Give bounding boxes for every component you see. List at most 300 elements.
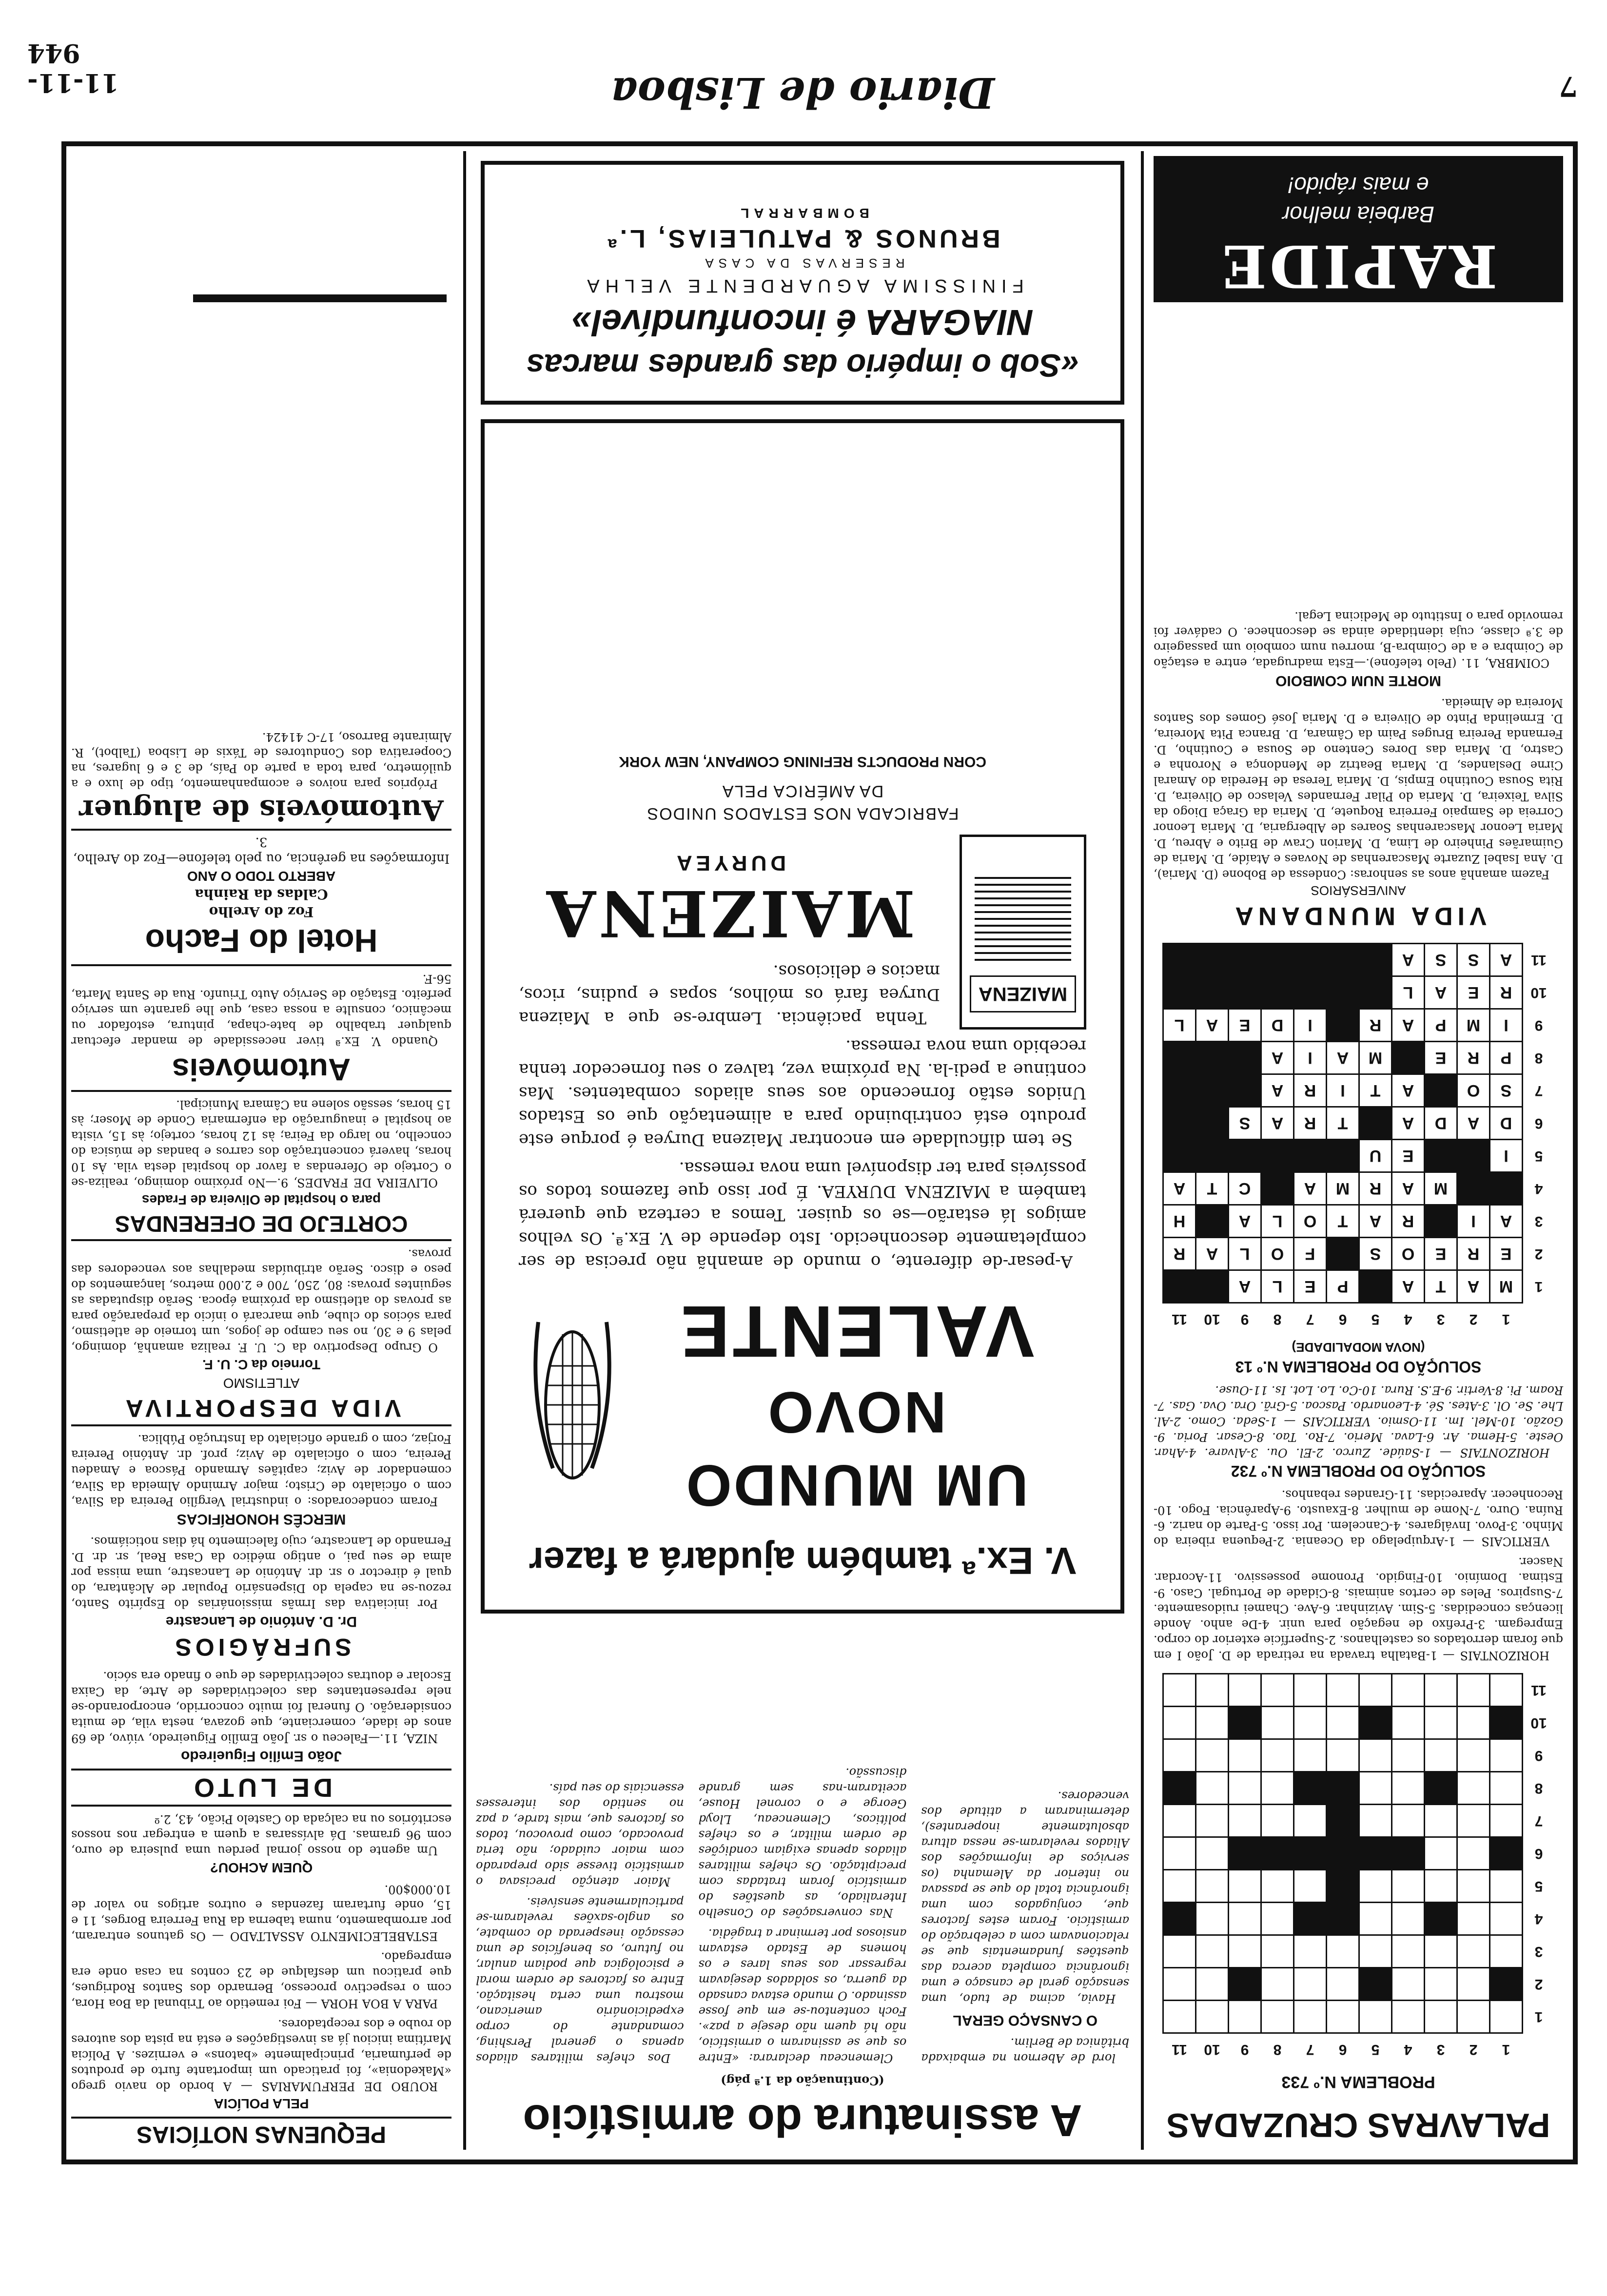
desportiva-title: VIDA DESPORTIVA (71, 1392, 451, 1426)
grid-cell (1196, 1739, 1229, 1772)
cortejo-title: CORTEJO DE OFERENDAS (71, 1209, 451, 1241)
grid-cell (1229, 1739, 1261, 1772)
solution-cell: I (1327, 1074, 1359, 1107)
grid-column-number: 8 (1273, 1311, 1282, 1327)
solution-cell: T (1359, 1074, 1392, 1107)
solution-cell (1229, 944, 1261, 976)
grid-cell (1359, 2001, 1392, 2033)
grid-cell (1294, 1739, 1327, 1772)
main-article (476, 1623, 1129, 2150)
grid-cell (1163, 1870, 1196, 1903)
hotel-title: Hotel do Facho (145, 923, 378, 959)
grid-row-number: 7 (1534, 1083, 1543, 1099)
article-subhead: O CANSAÇO GERAL (953, 2012, 1098, 2028)
grid-cell (1425, 1805, 1457, 1837)
grid-row-number: 11 (1531, 1682, 1547, 1698)
grid-row-number: 1 (1534, 1279, 1543, 1295)
pequenas-title: PEQUENAS NOTÍCIAS (71, 2117, 451, 2150)
estabelecimento-text: ESTABELECIMENTO ASSALTADO — Os gatunos entraram, por arrombamento, numa taberna da Rua Ferreira Borges, 11 e 15, onde furtaram fazendas e outros artigos no valor de 10.000$00. (71, 1883, 451, 1943)
grid-cell (1457, 1739, 1490, 1772)
grid-cell (1294, 1935, 1327, 1968)
boa-hora-text: PARA A BOA HORA — Foi remetido ao Tribunal da Boa Hora, com o respectivo processo, Bernardo dos Santos Rodrigues, que praticou um desfalque de 23 contos na casa onde era empregado. (71, 1950, 451, 2010)
news-column (71, 151, 451, 2150)
article-paragraph: Maior atenção precisava o armistício tivesse sido preparado com maior cuidado; não teria provocado, como provocou, todos os factores que, mais tarde, a paz no sentido dos interesses essenciais do seu país. (476, 1781, 684, 1888)
solution-cell: L (1163, 1009, 1196, 1042)
grid-cell (1229, 1707, 1261, 1739)
grid-cell (1457, 1707, 1490, 1739)
grid-cell (1163, 1707, 1196, 1739)
solution-cell: A (1457, 1107, 1490, 1140)
grid-cell (1196, 1968, 1229, 2001)
column-rule (1141, 151, 1144, 2150)
solution-cell: F (1294, 1238, 1327, 1270)
torneio-text: O Grupo Desportivo da C. U. F. realiza amanhã, domingo, pelas 9 e 30, no seu campo de jogos, um torneio de atletismo, para sócios do clube, que marcará o início da preparação para as provas do atletismo da próxima época. Serão disputadas as seguintes provas: 80, 250, 700 e 2.000 metros, lançamentos do peso e disco. Serão atribuídas medalhas aos vencedores das provas. (71, 1247, 451, 1354)
grid-row-number: 11 (1531, 952, 1547, 968)
grid-cell (1359, 1903, 1392, 1935)
grid-cell (1392, 1707, 1425, 1739)
grid-cell (1294, 1707, 1327, 1739)
rapide-brand: RAPIDE (1219, 232, 1498, 300)
solution-cell: R (1457, 1042, 1490, 1074)
grid-row-number: 10 (1530, 1715, 1547, 1731)
grid-cell (1196, 1870, 1229, 1903)
grid-row-number: 3 (1534, 1213, 1543, 1229)
solution-cell: T (1425, 1270, 1457, 1303)
grid-cell (1229, 1674, 1261, 1707)
luto-title: DE LUTO (71, 1769, 451, 1807)
sufragios-person: Dr. D. António de Lancastre (165, 1614, 357, 1630)
solution-cell (1359, 1270, 1392, 1303)
grid-row-number: 1 (1534, 2009, 1543, 2025)
maizena-made-in-2: DA AMÉRICA PELA (721, 782, 884, 800)
grid-row-number: 4 (1534, 1181, 1543, 1197)
solution-grid (1162, 943, 1554, 1335)
grid-row-number: 3 (1534, 1944, 1543, 1960)
solution-cell (1196, 1205, 1229, 1238)
maizena-body-1: A-pesar-de diferente, o mundo de amanhã não precisa de ser completamente desconhecido. Isto depende de V. Ex.ª. Os velhos amigos lá estarão—se os quiser. Temos a certeza que quererá também a MAIZENA DURYEA. É por isso que fazemos todos os possíveis para ter disponível uma nova remessa. (519, 1158, 1086, 1271)
solution-cell: E (1457, 976, 1490, 1009)
solution-cell: A (1229, 1270, 1261, 1303)
grid-column-number: 11 (1172, 1311, 1187, 1327)
solution-cell (1294, 976, 1327, 1009)
grid-row-number: 10 (1530, 985, 1547, 1001)
grid-cell (1359, 1935, 1392, 1968)
solution-cell (1163, 1042, 1196, 1074)
maizena-made-in-1: FABRICADA NOS ESTADOS UNIDOS (646, 804, 959, 823)
crossword-section (1154, 151, 1563, 2150)
solution-cell (1163, 1140, 1196, 1172)
solution-cell: A (1392, 1107, 1425, 1140)
grid-cell (1196, 1805, 1229, 1837)
article-intro: lord de Abernon na embaixada britânica de Berlim. (921, 2036, 1129, 2065)
grid-cell (1327, 1739, 1359, 1772)
solution-cell: C (1229, 1172, 1261, 1205)
grid-column-number: 1 (1502, 1311, 1510, 1327)
grid-cell (1327, 1870, 1359, 1903)
grid-cell (1327, 1837, 1359, 1870)
grid-cell (1425, 2001, 1457, 2033)
grid-cell (1490, 1707, 1523, 1739)
hotel-info: Informações na gerência, ou pelo telefone—Foz do Arelho, 3. (73, 835, 450, 866)
solution-cell (1196, 1140, 1229, 1172)
grid-cell (1196, 1837, 1229, 1870)
grid-cell (1294, 2001, 1327, 2033)
hotel-town: Caldas da Rainha (195, 886, 328, 902)
grid-row-number: 2 (1534, 1246, 1543, 1262)
grid-cell (1163, 1772, 1196, 1805)
solution-cell: L (1261, 1205, 1294, 1238)
grid-cell (1229, 1870, 1261, 1903)
grid-cell (1457, 1805, 1490, 1837)
anniversaries-heading: ANIVERSÁRIOS (1311, 883, 1406, 898)
grid-cell (1457, 1674, 1490, 1707)
crossword-clues-horizontal: HORIZONTAIS — 1-Batalha travada na retirada de D. João I em que foram derrotados os castelhanos. 2-Superfície exterior do corpo. Empregam. 3-Prefixo de negação para unir. 4-De anho. Aonde licenças concedidas. 5-Sim. Avizinhar. 6-Ave. Chamei ruidosamente. 7-Suspiros. Peles de certos animais. 8-Cidade de Portugal. Caso. 9-Estima. Domínio. 10-Fingido. Pronome possessivo. 11-Acordar. Nascer. (1154, 1555, 1563, 1662)
solution-cell (1490, 1172, 1523, 1205)
solution-cell (1196, 1042, 1229, 1074)
grid-cell (1457, 1870, 1490, 1903)
solution-cell (1229, 976, 1261, 1009)
solution-cell: A (1196, 1238, 1229, 1270)
grid-cell (1261, 1968, 1294, 2001)
grid-cell (1392, 1968, 1425, 2001)
grid-cell (1261, 1707, 1294, 1739)
solution-cell: A (1490, 1205, 1523, 1238)
grid-cell (1425, 1837, 1457, 1870)
column-rule (463, 151, 466, 1614)
vida-mundana-title: VIDA MUNDANA (1230, 902, 1487, 930)
solution-cell (1359, 976, 1392, 1009)
solution-cell: E (1425, 1238, 1457, 1270)
grid-cell (1229, 2001, 1261, 2033)
grid-row-number: 2 (1534, 1976, 1543, 1992)
solution-732-heading: SOLUÇÃO DO PROBLEMA N.º 732 (1231, 1462, 1486, 1480)
grid-cell (1457, 1772, 1490, 1805)
grid-cell (1425, 1968, 1457, 2001)
grid-row-number: 4 (1534, 1911, 1543, 1927)
solution-cell: A (1327, 1042, 1359, 1074)
grid-cell (1392, 1903, 1425, 1935)
solution-cell: L (1261, 1270, 1294, 1303)
solution-cell: I (1457, 1205, 1490, 1238)
continuation-note: (Continuação da 1.ª pág) (721, 2074, 884, 2088)
grid-column-number: 10 (1204, 2042, 1220, 2058)
niagara-ad (481, 161, 1124, 405)
grid-cell (1229, 1903, 1261, 1935)
grid-cell (1261, 1772, 1294, 1805)
niagara-line-4: RESERVAS DA CASA (700, 256, 905, 271)
solution-cell: M (1327, 1172, 1359, 1205)
solution-cell: I (1294, 1009, 1327, 1042)
solution-cell: O (1261, 1238, 1294, 1270)
maizena-ad (481, 419, 1124, 1614)
grid-cell (1196, 2001, 1229, 2033)
grid-row-number: 7 (1534, 1813, 1543, 1829)
solution-cell: A (1392, 1270, 1425, 1303)
solution-cell: A (1229, 1205, 1261, 1238)
solution-cell (1163, 944, 1196, 976)
grid-cell (1261, 1805, 1294, 1837)
grid-cell (1425, 1739, 1457, 1772)
grid-cell (1490, 1805, 1523, 1837)
solution-cell: A (1392, 944, 1425, 976)
solution-cell: L (1392, 976, 1425, 1009)
maizena-package (960, 835, 1086, 1030)
solution-cell (1261, 976, 1294, 1009)
main-headline: A assinatura do armistício (523, 2096, 1082, 2145)
luto-text: NIZA, 11.—Faleceu o sr. João Emílio Figueiredo, viúvo, de 69 anos de idade, comerciante, que gozava, nesta vila, de muita consideração. O funeral foi muito concorrido, encorporando-se nele representantes das colectividades de Arte, da Caixa Escolar e doutras colectividades de que o finado era sócio. (71, 1669, 451, 1745)
train-death-text: COIMBRA, 11. (Pelo telefone).—Esta madrugada, entre a estação de Coimbra e a de Coimbra-B, morreu num comboio um passageiro de 3.ª classe, cuja identidade ainda se desconhece. O cadáver foi removido para o Instituto de Medicina Legal. (1154, 609, 1563, 670)
grid-cell (1392, 1935, 1425, 1968)
grid-cell (1359, 1968, 1392, 2001)
grid-cell (1327, 1935, 1359, 1968)
solution-13-heading: SOLUÇÃO DO PROBLEMA N.º 13 (1235, 1358, 1482, 1376)
solution-cell (1327, 1009, 1359, 1042)
grid-cell (1457, 1968, 1490, 2001)
solution-cell: D (1425, 1107, 1457, 1140)
solution-cell (1294, 1140, 1327, 1172)
solution-cell: A (1359, 1205, 1392, 1238)
grid-cell (1196, 1903, 1229, 1935)
solution-cell (1163, 1074, 1196, 1107)
solution-cell: P (1327, 1270, 1359, 1303)
grid-column-number: 6 (1338, 1311, 1347, 1327)
anniversaries-text: Fazem amanhã anos as senhoras: Condessa de Bobone (D. Maria), D. Ana Isabel Zuzarte Mascarenhas de Novaes e Ataíde, D. Maria de Guimarães Pinheiro de Lima, D. Marion Craw de Brito e Abreu, D. Maria Leonor Mascarenhas Soares de Albergaria, D. Maria Leonor Correia de Sampaio Ferreira Roquete, D. Maria da Graça Diogo da Silva Teixeira, D. Maria do Pilar Fernandes Velasco de Oliveira, D. Rita Sousa Coutinho Empis, D. Maria Teresa de Heredia do Amaral Cirne Deslandes, D. Maria Beatriz de Mendonça e Noronha e Castro, D. Maria das Dores Centeno de Sousa e Coutinho, D. Fernanda Pereira Bruges Paim da Câmara, D. Branca Pita Moreira, D. Ermelinda Pinto de Oliveira e D. Maria José Gomes dos Santos Moreira de Almeida. (1154, 696, 1563, 881)
solution-cell: A (1261, 1074, 1294, 1107)
sufragios-text: Por iniciativa das Irmãs missionárias do Espírito Santo, rezou-se na capela do Dispensário Popular de Alcântara, do qual é director o sr. dr. António de Lancastre, uma missa por alma de seu pai, o antigo médico da Casa Real, sr. dr. D. Fernando de Lancastre, cujo falecimento há dias noticiámos. (71, 1535, 451, 1611)
solution-cell: I (1490, 1009, 1523, 1042)
solution-cell (1163, 976, 1196, 1009)
luto-person: João Emílio Figueiredo (180, 1748, 342, 1764)
solution-cell: A (1392, 1009, 1425, 1042)
grid-column-number: 5 (1371, 2042, 1380, 2058)
maizena-head-2: UM MUNDO NOVO (684, 1380, 1028, 1518)
grid-row-number: 9 (1534, 1748, 1543, 1764)
solution-cell: M (1359, 1042, 1392, 1074)
grid-cell (1196, 1772, 1229, 1805)
grid-cell (1457, 1935, 1490, 1968)
solution-cell: R (1392, 1205, 1425, 1238)
article-paragraph: Havia, acima de tudo, uma sensação geral de cansaço e uma ignorância completa acerca das questões fundamentais que se relacionavam com a celebração do armistício. Foram estes factores que, conjugados com uma ignorância total do que se passava no interior da Alemanha (os serviços de informações dos Aliados revelaram-se nessa altura absolutamente inoperantes), determinaram a atitude dos vencedores. (921, 1789, 1129, 2005)
solution-cell: S (1490, 1074, 1523, 1107)
grid-cell (1294, 1837, 1327, 1870)
solution-cell: D (1490, 1107, 1523, 1140)
solution-cell (1229, 1042, 1261, 1074)
grid-cell (1425, 1870, 1457, 1903)
grid-cell (1229, 1805, 1261, 1837)
solution-cell: E (1425, 1042, 1457, 1074)
grid-cell (1163, 2001, 1196, 2033)
grid-cell (1425, 1707, 1457, 1739)
grid-column-number: 9 (1240, 1311, 1249, 1327)
merces-text: Foram condecorados: o industrial Vergílio Pereira da Silva, com o oficialato de Cristo; major Armindo Almeida da Silva, comendador de Aviz; capitães Armando Páscoa e Amadeu Pereira, com o oficialato de Aviz; prof. dr. António Pereira Forjaz, com o grande oficialato da Instrução Pública. (71, 1432, 451, 1508)
grid-cell (1327, 2001, 1359, 2033)
train-death-heading: MORTE NUM COMBOIO (1275, 673, 1441, 689)
solution-cell: R (1359, 1172, 1392, 1205)
grid-cell (1261, 1935, 1294, 1968)
policia-text: ROUBO DE PERFUMARIAS — A bordo do navio grego «Makedonia», foi praticado um importante furto de produtos de perfumaria, principalmente «batons» e vernizes. A Polícia Marítima iniciou já as investigações e está na pista dos autores do roubo e dos receptadores. (71, 2017, 451, 2093)
grid-row-number: 8 (1534, 1050, 1543, 1066)
niagara-line-5: BRUNOS & PATULEIAS, L.ª (605, 224, 1000, 253)
grid-row-number: 5 (1534, 1878, 1543, 1894)
cortejo-text: OLIVEIRA DE FRADES, 9.—No próximo domingo, realiza-se o Cortejo de Oferendas a favor do hospital desta vila. Às 10 horas, haverá concentração dos carros e bandas de música do concelho, no largo da Feira; às 12 horas, cortejo; às 15, visita ao hospital e inauguração da enfermaria Conde de Moser; às 15 horas, sessão solene na Câmara Municipal. (71, 1098, 451, 1189)
grid-cell (1261, 2001, 1294, 2033)
solution-cell (1163, 1270, 1196, 1303)
grid-cell (1261, 1837, 1294, 1870)
grid-cell (1359, 1805, 1392, 1837)
solution-cell: P (1425, 1009, 1457, 1042)
grid-column-number: 3 (1436, 2042, 1445, 2058)
solution-cell: S (1229, 1107, 1261, 1140)
grid-cell (1359, 1739, 1392, 1772)
grid-cell (1490, 1935, 1523, 1968)
article-paragraph: Dos chefes militares aliados apenas o general Pershing, comandante do corpo expedicionário americano, mostrou uma certa hesitação. Entre os factores de ordem moral e psicológica que podiam anular, no futuro, os benefícios de uma cessação inesperada do combate, os anglo-saxões revelaram-se particularmente sensíveis. (476, 1895, 684, 2065)
grid-cell (1261, 1903, 1294, 1935)
automoveis-text: Quando V. Ex.ª tiver necessidade de mandar efectuar qualquer trabalho de bate-chapa, pintura, estofador ou mecânico, consulte a nossa casa, que lhe garante um serviço perfeito. Estação de Serviço Auto Triunfo. Rua de Santa Marta, 56-F. (71, 972, 451, 1048)
solution-cell (1196, 1074, 1229, 1107)
solution-cell (1457, 1172, 1490, 1205)
maizena-brand: MAIZENA (544, 876, 915, 951)
solution-cell: A (1392, 1074, 1425, 1107)
grid-cell (1196, 1674, 1229, 1707)
grid-cell (1229, 1968, 1261, 2001)
rapide-slogan-2: e mais rápido! (1288, 173, 1429, 198)
grid-cell (1457, 1903, 1490, 1935)
grid-column-number: 9 (1240, 2042, 1249, 2058)
grid-cell (1392, 1674, 1425, 1707)
grid-cell (1490, 1903, 1523, 1935)
solution-cell (1392, 1042, 1425, 1074)
grid-cell (1163, 1739, 1196, 1772)
solution-cell: A (1425, 976, 1457, 1009)
grid-cell (1392, 1870, 1425, 1903)
aluguer-text: Próprios para noivos e acompanhamento, tipo de luxo e a quilómetro, para toda a parte do País, de 3 e 6 lugares, na Cooperativa dos Condutores de Táxis de Lisboa (Talbot), R. Almirante Barroso, 17-C 41424. (71, 730, 451, 791)
solution-cell (1196, 1107, 1229, 1140)
cortejo-subtitle: para o hospital de Oliveira de Frades (141, 1192, 381, 1207)
solution-cell (1327, 976, 1359, 1009)
solution-cell (1327, 944, 1359, 976)
grid-cell (1327, 1674, 1359, 1707)
merces-heading: MERCÊS HONORÍFICAS (176, 1511, 346, 1527)
solution-cell: O (1457, 1074, 1490, 1107)
solution-cell: E (1490, 1238, 1523, 1270)
solution-cell (1425, 1140, 1457, 1172)
grid-row-number: 8 (1534, 1780, 1543, 1796)
corn-cob-illustration (519, 1312, 626, 1498)
rapide-ad (1154, 156, 1563, 302)
solution-cell: M (1457, 1009, 1490, 1042)
grid-column-number: 3 (1436, 1311, 1445, 1327)
torneio-heading: Torneio da C. U. F. (202, 1357, 321, 1372)
grid-cell (1294, 1805, 1327, 1837)
grid-row-number: 5 (1534, 1148, 1543, 1164)
grid-cell (1327, 1968, 1359, 2001)
solution-732-text: HORIZONTAIS — 1-Saúde. Zurco. 2-El. Ou. 3-Alvare. 4-Ahar. Oeste. 5-Hema. Ar. 6-Lava. Merio. 7-Ro. Tao. 8-Cesar. Poria. 9-Gozão. 10-Mel. Im. 11-Osmio. VERTICAIS — 1-Seda. Como. 2-Al. Lhe. Se. Ol. 3-Ates. Sé. 4-Leonardo. Pascoa. 5-Grã. Ora. Ova. Gas. 7-Roam. Pi. 8-Vertir. 9-E.S. Rura. 10-Co. Lo. Lot. Is. 11-Ouse. (1154, 1383, 1563, 1459)
sufragios-title: SUFRÁGIOS (171, 1634, 352, 1661)
article-paragraph: Nas conversações do Conselho Interaliado, as questões do armistício foram tratadas com precipitação. Os chefes militares aliados apenas exigiam condições de ordem militar, e os chefes políticos, Clemenceau, Lloyd George e o coronel House, aceitaram-nas sem grande discussão. (698, 1766, 907, 1920)
solution-cell (1327, 1140, 1359, 1172)
solution-cell (1261, 1140, 1294, 1172)
solution-cell (1294, 944, 1327, 976)
grid-cell (1163, 1968, 1196, 2001)
solution-cell: A (1261, 1042, 1294, 1074)
hotel-open: ABERTO TODO O ANO (187, 869, 336, 884)
solution-cell: O (1294, 1205, 1327, 1238)
solution-cell (1229, 1074, 1261, 1107)
solution-cell (1457, 1140, 1490, 1172)
niagara-line-2: NIAGARA é inconfundível» (571, 302, 1034, 343)
grid-cell (1457, 1837, 1490, 1870)
grid-column-number: 7 (1306, 2042, 1314, 2058)
grid-cell (1490, 1739, 1523, 1772)
solution-cell: A (1196, 1009, 1229, 1042)
solution-cell (1425, 1074, 1457, 1107)
maizena-body-2: Se tem dificuldade em encontrar Maizena Duryea é porque este produto está contribuindo para a alimentação que os Estados Unidos estão fornecendo aos seus aliados combatentes. Mas continue a pedi-la. Na próxima vez, talvez o seu fornecedor tenha recebido uma nova remessa. (519, 1036, 1086, 1149)
grid-row-number: 6 (1534, 1115, 1543, 1131)
grid-cell (1490, 1870, 1523, 1903)
solution-cell (1163, 1107, 1196, 1140)
rapide-slogan-1: Barbeia melhor (1282, 202, 1434, 227)
grid-column-number: 2 (1469, 2042, 1478, 2058)
maizena-company: CORN PRODUCTS REFINING COMPANY, NEW YORK (619, 754, 986, 770)
solution-cell: M (1490, 1270, 1523, 1303)
solution-cell: S (1359, 1238, 1392, 1270)
grid-cell (1327, 1772, 1359, 1805)
grid-cell (1327, 1805, 1359, 1837)
solution-cell (1359, 1107, 1392, 1140)
solution-cell: D (1261, 1009, 1294, 1042)
solution-cell: R (1294, 1107, 1327, 1140)
solution-cell: I (1294, 1042, 1327, 1074)
grid-column-number: 8 (1273, 2042, 1282, 2058)
crossword-title: PALAVRAS CRUZADAS (1166, 2106, 1550, 2144)
grid-cell (1261, 1674, 1294, 1707)
grid-cell (1392, 2001, 1425, 2033)
solution-cell: R (1457, 1238, 1490, 1270)
grid-cell (1425, 1903, 1457, 1935)
grid-cell (1196, 1935, 1229, 1968)
solution-cell (1196, 976, 1229, 1009)
crossword-problem-heading: PROBLEMA N.º 733 (1281, 2073, 1435, 2091)
grid-cell (1294, 1870, 1327, 1903)
grid-column-number: 11 (1172, 2042, 1187, 2058)
grid-cell (1163, 1674, 1196, 1707)
grid-row-number: 9 (1534, 1017, 1543, 1033)
grid-cell (1392, 1837, 1425, 1870)
solution-cell: T (1327, 1107, 1359, 1140)
grid-cell (1359, 1772, 1392, 1805)
grid-column-number: 2 (1469, 1311, 1478, 1327)
grid-cell (1490, 1837, 1523, 1870)
niagara-line-6: BOMBARRAL (736, 206, 869, 221)
grid-cell (1392, 1805, 1425, 1837)
hotel-ad (71, 829, 451, 966)
maizena-sub-brand: DURYEA (672, 851, 786, 875)
solution-cell: A (1163, 1172, 1196, 1205)
solution-cell: O (1392, 1238, 1425, 1270)
automoveis-title: Automóveis (71, 1049, 451, 1092)
solution-cell (1261, 944, 1294, 976)
grid-cell (1490, 1674, 1523, 1707)
grid-column-number: 4 (1404, 1311, 1412, 1327)
issue-date: 11-11-944 (27, 38, 119, 97)
solution-cell: A (1294, 1172, 1327, 1205)
crossword-grid (1162, 1673, 1554, 2065)
grid-cell (1261, 1870, 1294, 1903)
solution-cell: L (1229, 1238, 1261, 1270)
solution-cell (1229, 1140, 1261, 1172)
grid-cell (1163, 1837, 1196, 1870)
grid-cell (1196, 1707, 1229, 1739)
